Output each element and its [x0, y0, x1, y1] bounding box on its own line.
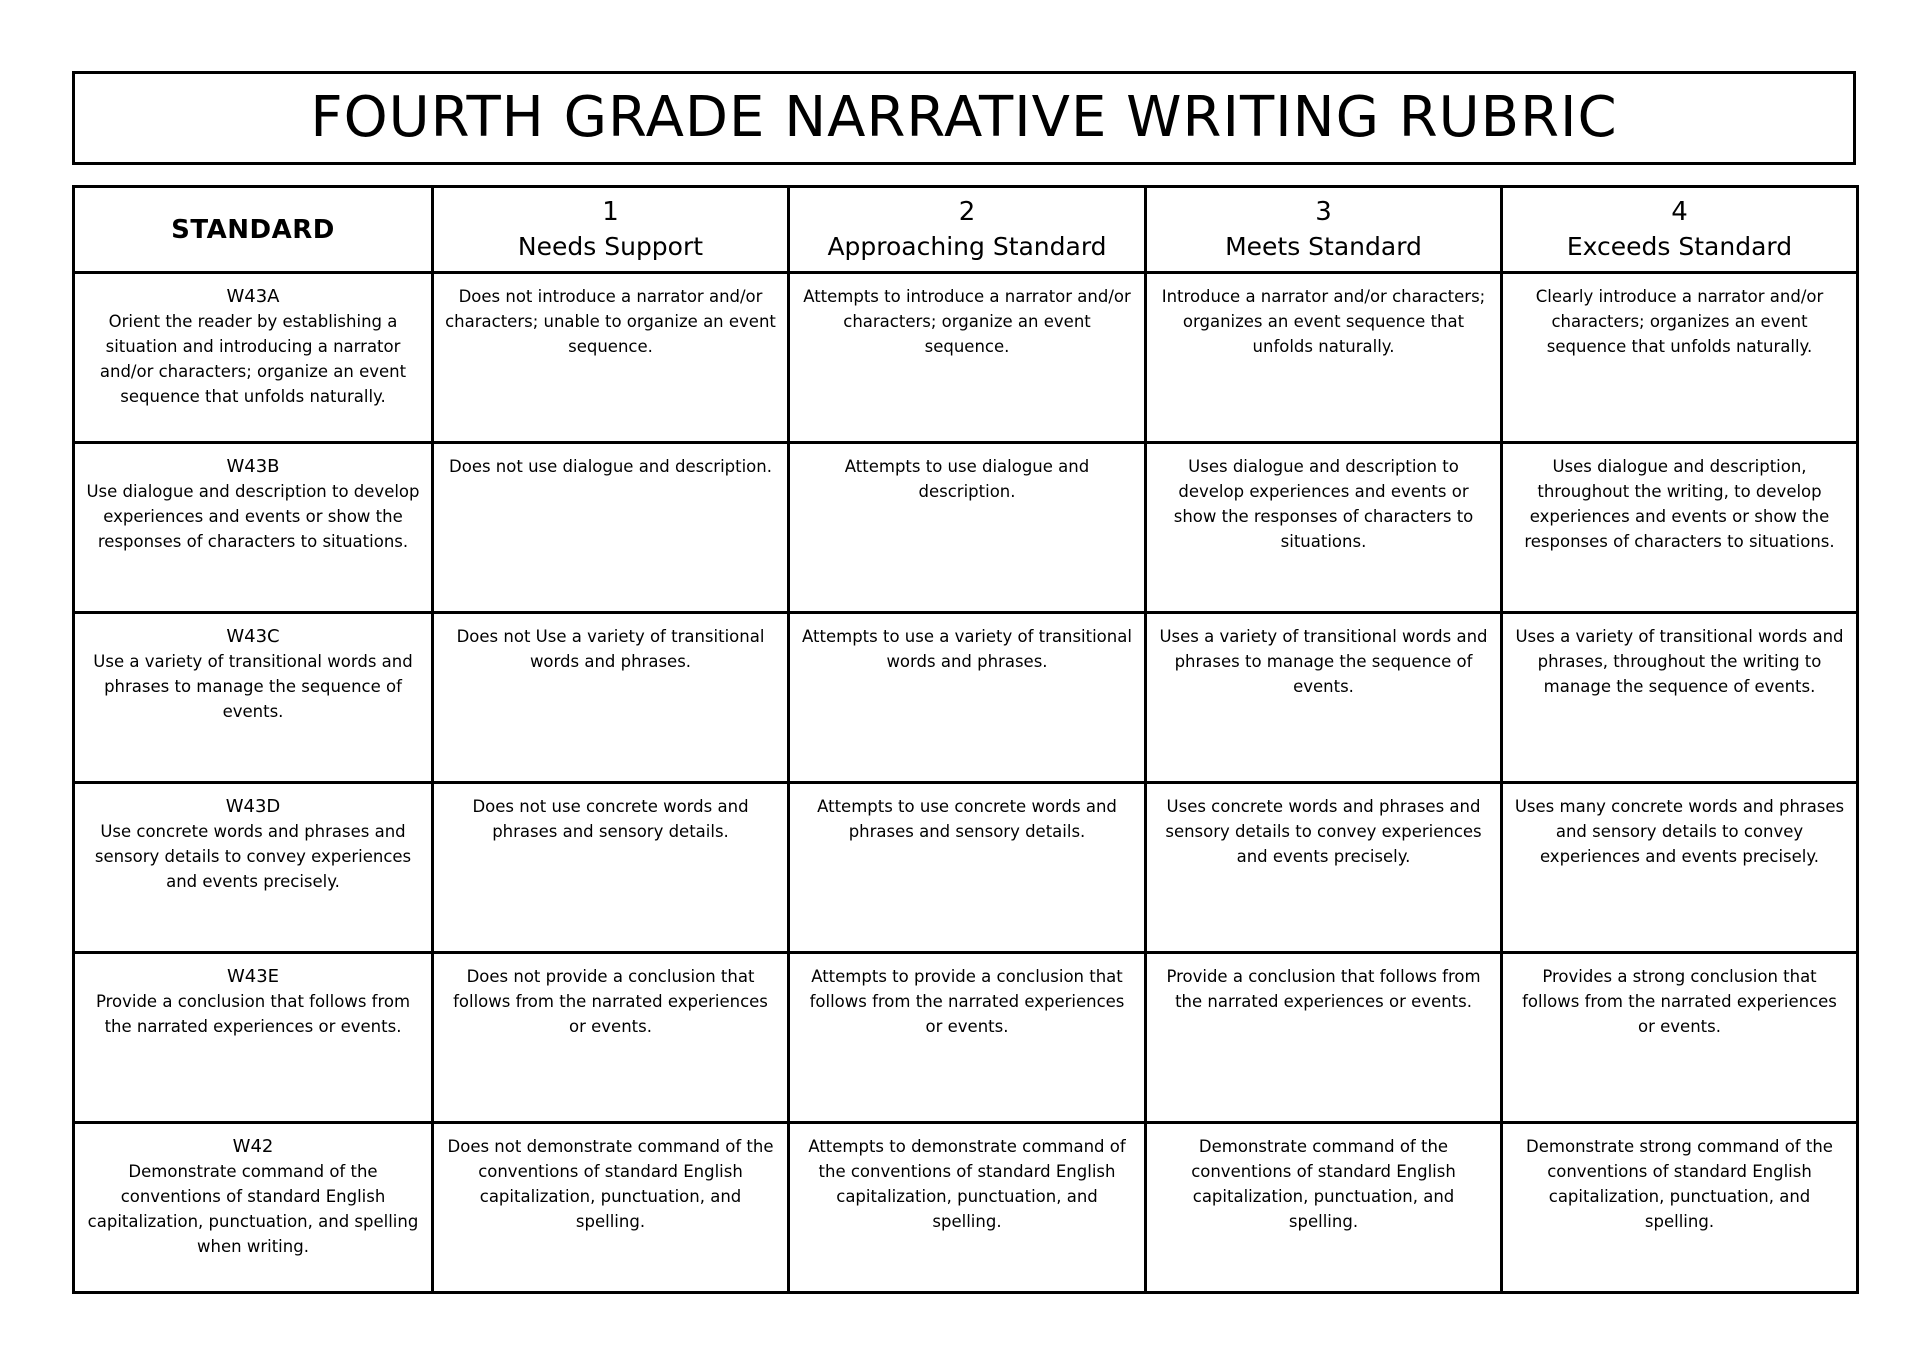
level-1-text: Does not provide a conclusion that follows from the narrated experiences or events. — [453, 967, 768, 1036]
level-2-text: Attempts to use a variety of transitional words and phrases. — [802, 627, 1132, 671]
level-4-text: Provides a strong conclusion that follows from the narrated experiences or events. — [1522, 967, 1837, 1036]
level-2-text: Attempts to use concrete words and phrases and sensory details. — [817, 797, 1117, 841]
level-1-cell — [433, 953, 789, 1123]
rubric-row-w43d — [74, 783, 1858, 953]
level-3-cell — [1146, 613, 1502, 783]
level-2-cell — [789, 1123, 1146, 1293]
standard-cell — [74, 273, 433, 443]
rubric-row-w43c — [74, 613, 1858, 783]
level-2-text: Attempts to introduce a narrator and/or characters; organize an event sequence. — [803, 287, 1131, 356]
level-4-cell — [1502, 613, 1858, 783]
level-1-header — [433, 187, 789, 273]
level-1-cell — [433, 613, 789, 783]
level-3-cell — [1146, 783, 1502, 953]
standard-cell — [74, 443, 433, 613]
level-2-name: Approaching Standard — [827, 231, 1107, 261]
standard-description: Use concrete words and phrases and sensory details to convey experiences and events precisely. — [94, 822, 412, 891]
level-1-number: 1 — [602, 196, 619, 227]
standard-description: Use a variety of transitional words and phrases to manage the sequence of events. — [93, 652, 413, 721]
rubric-row-w43a — [74, 273, 1858, 443]
level-4-cell — [1502, 1123, 1858, 1293]
level-1-text: Does not Use a variety of transitional words and phrases. — [456, 627, 765, 671]
level-4-number: 4 — [1671, 196, 1688, 227]
level-1-name: Needs Support — [517, 231, 704, 261]
level-3-text: Uses a variety of transitional words and phrases to manage the sequence of events. — [1159, 627, 1488, 696]
level-3-text: Provide a conclusion that follows from the narrated experiences or events. — [1166, 967, 1481, 1011]
standard-code: W43D — [225, 796, 281, 817]
standard-code: W42 — [232, 1136, 274, 1157]
level-1-text: Does not use concrete words and phrases and sensory details. — [472, 797, 749, 841]
level-3-cell — [1146, 273, 1502, 443]
level-1-cell — [433, 1123, 789, 1293]
standard-description: Orient the reader by establishing a situation and introducing a narrator and/or characters; organize an event sequence that unfolds naturally. — [99, 312, 407, 406]
level-4-cell — [1502, 783, 1858, 953]
rubric-row-w43b — [74, 443, 1858, 613]
level-1-cell — [433, 783, 789, 953]
level-4-text: Uses dialogue and description, throughout the writing, to develop experiences and events or show the responses of characters to situations. — [1524, 457, 1835, 551]
level-4-cell — [1502, 953, 1858, 1123]
standard-cell — [74, 783, 433, 953]
header-row — [74, 187, 1858, 273]
level-3-cell — [1146, 953, 1502, 1123]
level-1-text: Does not demonstrate command of the conventions of standard English capitalization, punctuation, and spelling. — [447, 1137, 774, 1231]
level-3-header — [1146, 187, 1502, 273]
standard-cell — [74, 953, 433, 1123]
level-3-text: Uses concrete words and phrases and sensory details to convey experiences and events precisely. — [1165, 797, 1482, 866]
level-2-cell — [789, 443, 1146, 613]
level-1-cell — [433, 273, 789, 443]
rubric-row-w42 — [74, 1123, 1858, 1293]
level-1-text: Does not use dialogue and description. — [449, 457, 772, 476]
level-2-text: Attempts to use dialogue and description. — [844, 457, 1090, 501]
level-2-cell — [789, 613, 1146, 783]
rubric-table — [72, 185, 1859, 1294]
level-2-number: 2 — [958, 196, 976, 227]
standard-description: Provide a conclusion that follows from the narrated experiences or events. — [95, 992, 411, 1036]
level-2-cell — [789, 953, 1146, 1123]
level-4-header — [1502, 187, 1858, 273]
level-2-text: Attempts to provide a conclusion that follows from the narrated experiences or events. — [809, 967, 1125, 1036]
level-3-text: Introduce a narrator and/or characters; organizes an event sequence that unfolds naturally. — [1161, 287, 1486, 356]
level-1-text: Does not introduce a narrator and/or characters; unable to organize an event sequence. — [445, 287, 776, 356]
level-1-cell — [433, 443, 789, 613]
standard-code: W43A — [226, 286, 280, 307]
standard-code: W43B — [226, 456, 280, 477]
level-2-header — [789, 187, 1146, 273]
level-4-cell — [1502, 443, 1858, 613]
standard-code: W43C — [226, 626, 280, 647]
rubric-row-w43e — [74, 953, 1858, 1123]
level-4-text: Uses many concrete words and phrases and sensory details to convey experiences and events precisely. — [1514, 797, 1845, 866]
level-4-text: Clearly introduce a narrator and/or characters; organizes an event sequence that unfolds naturally. — [1535, 287, 1824, 356]
level-4-name: Exceeds Standard — [1566, 231, 1793, 261]
standard-column-header: STANDARD — [74, 187, 433, 273]
level-4-cell — [1502, 273, 1858, 443]
level-3-number: 3 — [1315, 196, 1332, 227]
level-2-cell — [789, 273, 1146, 443]
level-4-text: Demonstrate strong command of the conventions of standard English capitalization, punctuation, and spelling. — [1526, 1137, 1833, 1231]
standard-code: W43E — [226, 966, 280, 987]
standard-cell — [74, 613, 433, 783]
level-3-cell — [1146, 443, 1502, 613]
level-3-cell — [1146, 1123, 1502, 1293]
level-3-name: Meets Standard — [1225, 231, 1422, 261]
level-3-text: Demonstrate command of the conventions of standard English capitalization, punctuation, and spelling. — [1191, 1137, 1456, 1231]
page-title: FOURTH GRADE NARRATIVE WRITING RUBRIC — [310, 85, 1618, 150]
standard-description: Demonstrate command of the conventions of standard English capitalization, punctuation, and spelling when writing. — [87, 1162, 419, 1256]
level-3-text: Uses dialogue and description to develop experiences and events or show the responses of characters to situations. — [1173, 457, 1474, 551]
level-4-text: Uses a variety of transitional words and phrases, throughout the writing to manage the sequence of events. — [1515, 627, 1844, 696]
standard-cell — [74, 1123, 433, 1293]
level-2-text: Attempts to demonstrate command of the conventions of standard English capitalization, punctuation, and spelling. — [808, 1137, 1126, 1231]
level-2-cell — [789, 783, 1146, 953]
title-box — [72, 71, 1856, 165]
standard-description: Use dialogue and description to develop experiences and events or show the responses of characters to situations. — [86, 482, 420, 551]
